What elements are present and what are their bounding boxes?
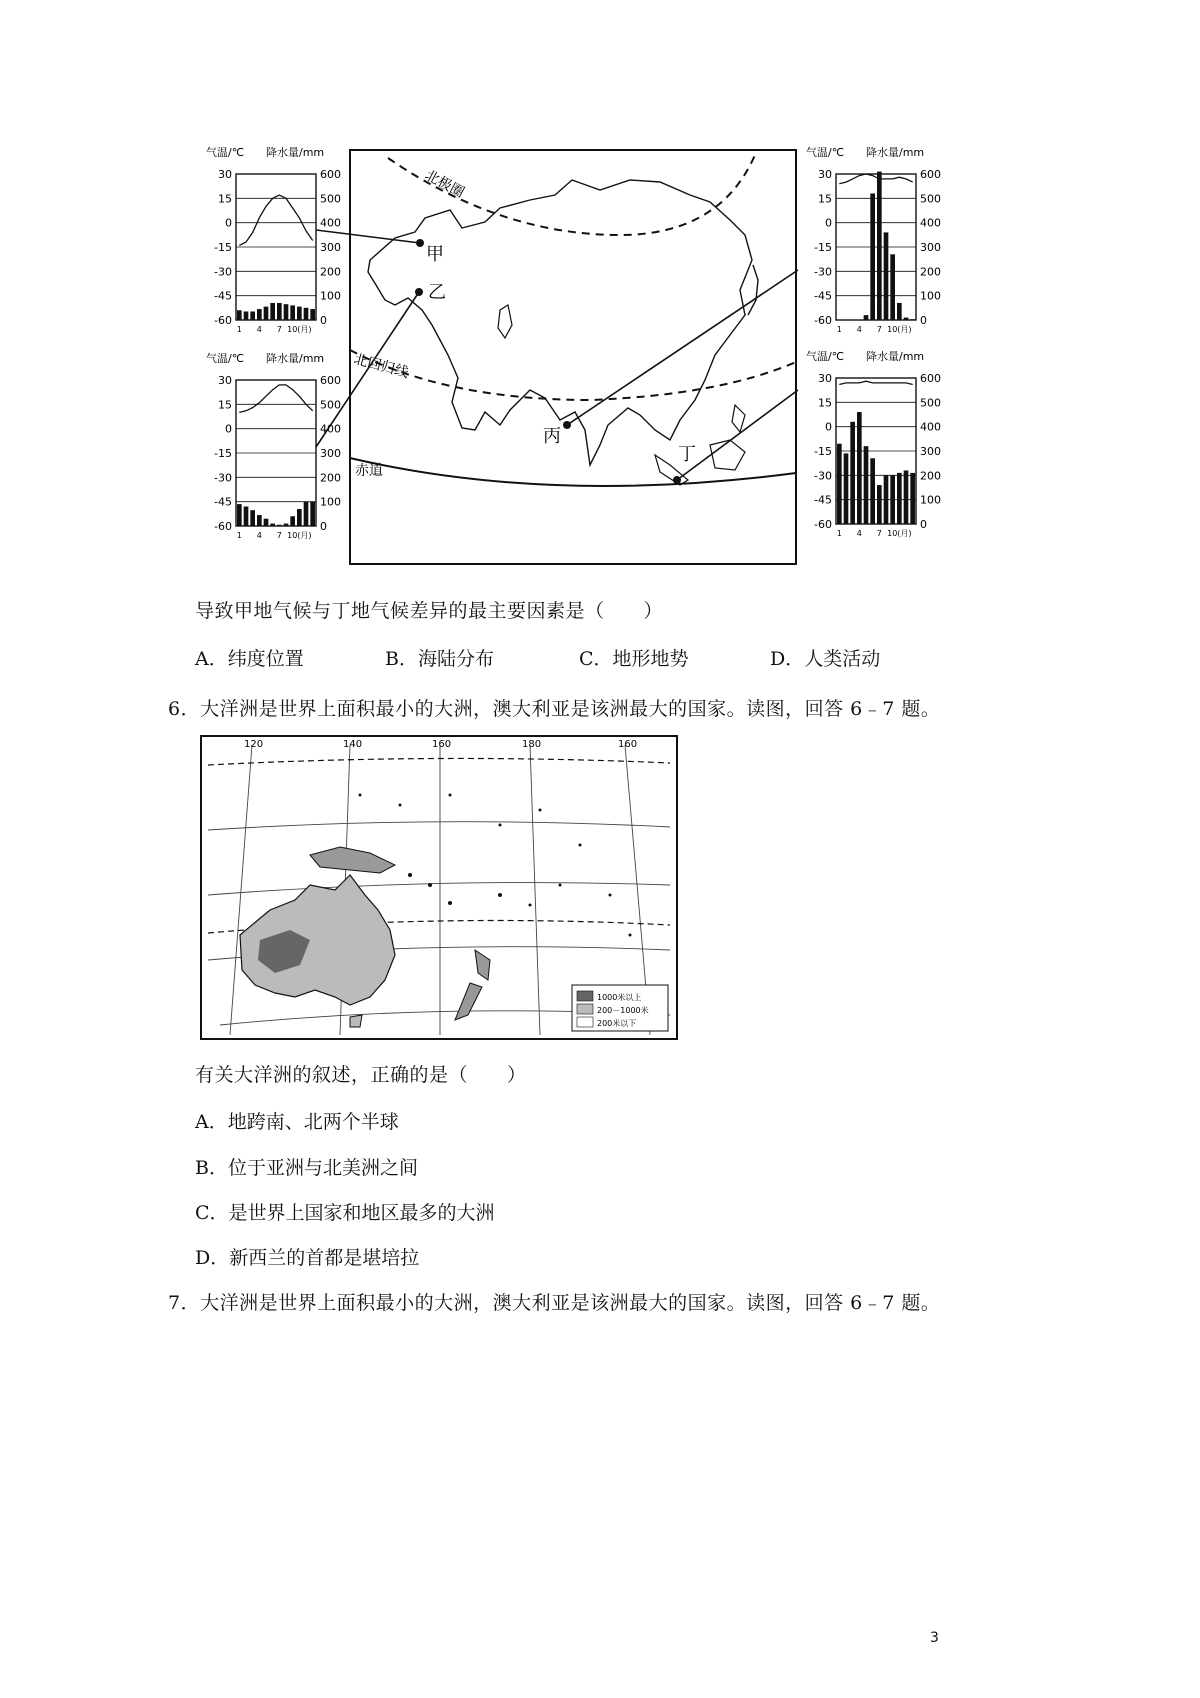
precip-bar (257, 515, 262, 526)
precip-bar (264, 519, 269, 526)
precip-tick-label: 200 (920, 265, 941, 279)
precip-bar (910, 473, 915, 524)
precip-bar (857, 412, 862, 524)
precip-bar (877, 485, 882, 524)
temperature-curve (239, 385, 312, 413)
temp-tick-label: -15 (814, 241, 832, 254)
q6-intro: 大洋洲是世界上面积最小的大洲，澳大利亚是该洲最大的国家。读图，回答 6﹣7 题。 (200, 698, 941, 720)
point-yi-label: 乙 (428, 282, 446, 303)
temp-tick-label: 30 (818, 168, 832, 181)
precip-bar (244, 507, 249, 526)
legend-label-high: 1000米以上 (597, 993, 642, 1002)
q7-number: 7． (168, 1292, 201, 1314)
precip-bar (297, 509, 302, 526)
precip-bar (284, 524, 289, 526)
temp-tick-label: 15 (818, 192, 832, 206)
arctic-circle-label: 北极圈 (422, 167, 467, 202)
precip-bar (870, 193, 875, 320)
q6-number: 6． (168, 698, 201, 720)
temp-tick-label: -45 (814, 493, 832, 507)
temp-tick-label: 30 (818, 372, 832, 385)
q6-option-b[interactable]: B．位于亚洲与北美洲之间 (195, 1157, 418, 1179)
precip-bar (844, 453, 849, 524)
q5-option-a[interactable]: A．纬度位置 (195, 648, 304, 670)
longitude-label-160: 160 (432, 739, 452, 750)
precip-tick-label: 300 (920, 445, 941, 458)
precip-axis-header: 降水量/mm (866, 350, 925, 363)
precip-tick-label: 500 (920, 396, 941, 410)
precip-tick-label: 0 (920, 518, 927, 531)
month-tick-label: 7 (876, 529, 882, 538)
tasmania (350, 1015, 362, 1027)
q5-option-b[interactable]: B．海陆分布 (385, 648, 494, 670)
precip-tick-label: 600 (920, 168, 941, 181)
precip-tick-label: 600 (320, 374, 341, 387)
precip-axis-header: 降水量/mm (266, 352, 325, 365)
precip-bar (870, 458, 875, 524)
point-bing-label: 丙 (543, 426, 561, 447)
temp-tick-label: -60 (214, 520, 232, 533)
equator-label: 赤道 (355, 463, 383, 479)
temp-tick-label: 0 (225, 422, 232, 436)
temp-tick-label: 0 (825, 420, 832, 434)
q6-stem: 有关大洋洲的叙述，正确的是（ ） (195, 1064, 527, 1086)
temp-tick-label: -15 (214, 241, 232, 254)
temp-axis-header: 气温/℃ (806, 146, 845, 159)
temp-tick-label: 0 (225, 216, 232, 230)
temp-tick-label: 0 (825, 216, 832, 230)
temp-tick-label: -30 (814, 265, 832, 279)
temp-tick-label: 15 (218, 192, 232, 206)
precip-bar (244, 311, 249, 320)
precip-tick-label: 500 (320, 398, 341, 412)
precip-bar (850, 422, 855, 524)
precip-tick-label: 0 (320, 314, 327, 327)
precip-bar (864, 315, 869, 320)
month-tick-label: 7 (276, 531, 282, 540)
temp-tick-label: -15 (814, 445, 832, 458)
month-tick-label: 4 (856, 529, 862, 538)
temperature-curve (839, 381, 912, 384)
month-tick-label: 4 (256, 325, 262, 334)
precip-bar (310, 309, 315, 320)
precip-bar (890, 254, 895, 320)
precip-bar (284, 304, 289, 320)
precip-bar (864, 446, 869, 524)
longitude-label-180: 180 (522, 739, 542, 750)
month-tick-label: 1 (836, 325, 842, 334)
precip-tick-label: 600 (920, 372, 941, 385)
precip-bar (290, 305, 295, 320)
month-tick-label: 10(月) (887, 325, 912, 334)
q5-stem: 导致甲地气候与丁地气候差异的最主要因素是（ ） (195, 600, 664, 622)
month-tick-label: 10(月) (287, 531, 312, 540)
precip-bar (897, 303, 902, 320)
precip-bar (884, 475, 889, 524)
precip-tick-label: 100 (920, 289, 941, 303)
precip-tick-label: 0 (320, 520, 327, 533)
temp-tick-label: -30 (214, 265, 232, 279)
precip-bar (897, 473, 902, 524)
climate-chart-bing (806, 145, 941, 334)
asia-climate-figure (200, 140, 1020, 570)
temp-tick-label: -60 (814, 518, 832, 531)
month-tick-label: 1 (236, 325, 242, 334)
legend-swatch-low (577, 1017, 593, 1027)
temp-tick-label: 30 (218, 168, 232, 181)
precip-tick-label: 200 (920, 469, 941, 483)
q6-option-a[interactable]: A．地跨南、北两个半球 (195, 1111, 399, 1133)
temp-tick-label: 30 (218, 374, 232, 387)
temp-tick-label: -60 (214, 314, 232, 327)
longitude-label-120: 120 (244, 739, 264, 750)
precip-bar (310, 502, 315, 526)
q6-option-d[interactable]: D．新西兰的首都是堪培拉 (195, 1247, 420, 1269)
temp-tick-label: -45 (214, 289, 232, 303)
precip-bar (304, 308, 309, 320)
temp-axis-header: 气温/℃ (206, 146, 245, 159)
precip-tick-label: 600 (320, 168, 341, 181)
longitude-label-160-east: 160 (618, 739, 638, 750)
precip-bar (270, 524, 275, 526)
precip-tick-label: 100 (320, 289, 341, 303)
precip-tick-label: 100 (920, 493, 941, 507)
oceania-map-figure (200, 735, 678, 1040)
precip-tick-label: 300 (320, 241, 341, 254)
temperature-curve (239, 195, 312, 245)
precip-bar (270, 303, 275, 320)
tropic-of-cancer-label: 北回归线 (351, 351, 411, 382)
month-tick-label: 7 (276, 325, 282, 334)
q5-option-c[interactable]: C．地形地势 (579, 648, 689, 670)
temp-tick-label: -30 (214, 471, 232, 485)
asia-map-frame (350, 150, 796, 564)
legend-swatch-high (577, 991, 593, 1001)
month-tick-label: 1 (236, 531, 242, 540)
precip-tick-label: 300 (920, 241, 941, 254)
climate-chart-ding (806, 349, 941, 538)
precip-tick-label: 500 (320, 192, 341, 206)
q6-option-c[interactable]: C．是世界上国家和地区最多的大洲 (195, 1202, 495, 1224)
precip-tick-label: 400 (320, 216, 341, 230)
precip-tick-label: 500 (920, 192, 941, 206)
precip-tick-label: 200 (320, 471, 341, 485)
month-tick-label: 1 (836, 529, 842, 538)
precip-bar (297, 307, 302, 320)
month-tick-label: 4 (856, 325, 862, 334)
q6-intro-line (168, 694, 940, 721)
precip-axis-header: 降水量/mm (266, 146, 325, 159)
precip-bar (910, 319, 915, 320)
precip-axis-header: 降水量/mm (866, 146, 925, 159)
q7-intro-line (168, 1288, 940, 1315)
temp-tick-label: 15 (218, 398, 232, 412)
temp-tick-label: 15 (818, 396, 832, 410)
point-ding-label: 丁 (678, 444, 696, 465)
temp-tick-label: -30 (814, 469, 832, 483)
month-tick-label: 10(月) (287, 325, 312, 334)
month-tick-label: 4 (256, 531, 262, 540)
precip-bar (290, 516, 295, 526)
month-tick-label: 10(月) (887, 529, 912, 538)
precip-bar (304, 502, 309, 526)
precip-tick-label: 200 (320, 265, 341, 279)
temp-tick-label: -45 (214, 495, 232, 509)
legend-label-mid: 200－1000米 (597, 1006, 649, 1015)
precip-bar (237, 310, 242, 320)
precip-bar (904, 318, 909, 320)
precip-tick-label: 300 (320, 447, 341, 460)
precip-bar (877, 172, 882, 320)
climate-chart-yi (206, 351, 341, 540)
precip-bar (884, 232, 889, 320)
temp-tick-label: -60 (814, 314, 832, 327)
temp-tick-label: -45 (814, 289, 832, 303)
temp-tick-label: -15 (214, 447, 232, 460)
precip-bar (837, 444, 842, 524)
precip-tick-label: 400 (920, 216, 941, 230)
precip-bar (904, 470, 909, 524)
legend-swatch-mid (577, 1004, 593, 1014)
elevation-legend (572, 985, 668, 1031)
month-tick-label: 7 (876, 325, 882, 334)
longitude-label-140: 140 (343, 739, 363, 750)
precip-tick-label: 0 (920, 314, 927, 327)
precip-tick-label: 400 (920, 420, 941, 434)
precip-bar (277, 303, 282, 320)
q7-intro: 大洋洲是世界上面积最小的大洲，澳大利亚是该洲最大的国家。读图，回答 6﹣7 题。 (200, 1292, 941, 1314)
q5-option-d[interactable]: D．人类活动 (770, 648, 881, 670)
precip-bar (237, 504, 242, 526)
page-number: 3 (930, 1630, 939, 1646)
precip-tick-label: 400 (320, 422, 341, 436)
precip-bar (257, 309, 262, 320)
temp-axis-header: 气温/℃ (806, 350, 845, 363)
precip-bar (250, 510, 255, 526)
point-jia-label: 甲 (426, 244, 444, 265)
legend-label-low: 200米以下 (597, 1019, 637, 1028)
precip-bar (277, 525, 282, 526)
precip-bar (890, 475, 895, 524)
precip-tick-label: 100 (320, 495, 341, 509)
precip-bar (250, 311, 255, 320)
temp-axis-header: 气温/℃ (206, 352, 245, 365)
precip-bar (264, 307, 269, 320)
climate-chart-jia (206, 145, 341, 334)
temperature-curve (839, 174, 912, 184)
